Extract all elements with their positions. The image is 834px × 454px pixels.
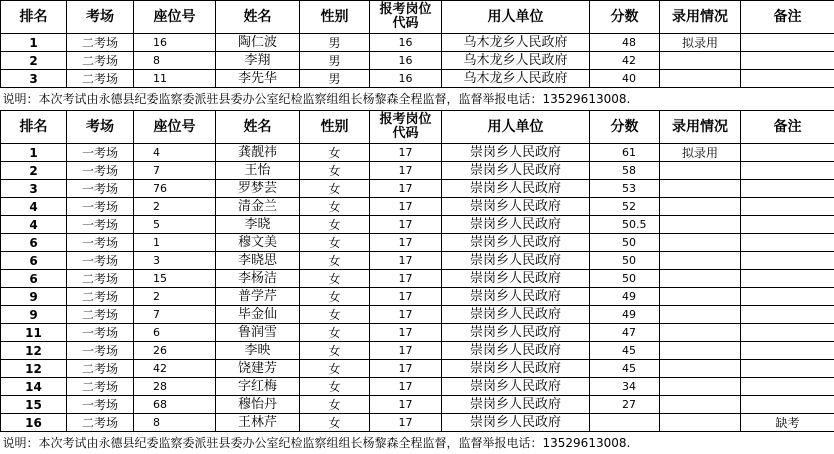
venue-cell: 二考场 (67, 414, 134, 432)
status-cell (660, 162, 741, 180)
unit-cell: 崇岗乡人民政府 (442, 414, 590, 432)
remark-cell (741, 234, 834, 252)
venue-cell: 二考场 (67, 378, 134, 396)
seat-cell: 76 (134, 180, 216, 198)
status-cell (660, 360, 741, 378)
unit-cell: 崇岗乡人民政府 (442, 396, 590, 414)
status-cell (660, 198, 741, 216)
score-cell: 49 (590, 288, 660, 306)
name-cell: 毕金仙 (216, 306, 300, 324)
score-cell: 40 (590, 70, 660, 88)
unit-cell: 崇岗乡人民政府 (442, 144, 590, 162)
venue-cell: 二考场 (67, 34, 134, 52)
gender-cell: 女 (300, 198, 370, 216)
score-cell: 58 (590, 162, 660, 180)
rank-cell: 6 (1, 270, 67, 288)
header-rank: 排名 (1, 111, 67, 144)
gender-cell: 女 (300, 180, 370, 198)
score-cell: 49 (590, 306, 660, 324)
name-cell: 李先华 (216, 70, 300, 88)
seat-cell: 2 (134, 288, 216, 306)
post-code-cell: 16 (370, 70, 442, 88)
name-cell: 饶建芳 (216, 360, 300, 378)
section1-note (1, 88, 834, 111)
score-cell: 27 (590, 396, 660, 414)
gender-cell: 女 (300, 234, 370, 252)
unit-cell: 崇岗乡人民政府 (442, 270, 590, 288)
gender-cell: 女 (300, 360, 370, 378)
rank-cell: 11 (1, 324, 67, 342)
venue-cell: 一考场 (67, 144, 134, 162)
header-score: 分数 (590, 1, 660, 34)
unit-cell: 崇岗乡人民政府 (442, 252, 590, 270)
remark-cell: 缺考 (741, 414, 834, 432)
venue-cell: 一考场 (67, 324, 134, 342)
header-name: 姓名 (216, 111, 300, 144)
remark-cell (741, 252, 834, 270)
header-status: 录用情况 (660, 1, 741, 34)
score-cell: 61 (590, 144, 660, 162)
rank-cell: 9 (1, 306, 67, 324)
seat-cell: 28 (134, 378, 216, 396)
status-cell (660, 342, 741, 360)
section2-note (1, 432, 834, 454)
unit-cell: 崇岗乡人民政府 (442, 360, 590, 378)
header-seat: 座位号 (134, 111, 216, 144)
table-row (1, 396, 834, 414)
table-row (1, 34, 834, 52)
table-row (1, 414, 834, 432)
header-gender: 性别 (300, 111, 370, 144)
rank-cell: 2 (1, 52, 67, 70)
table-row (1, 324, 834, 342)
unit-cell: 崇岗乡人民政府 (442, 306, 590, 324)
note-row (1, 88, 834, 111)
score-cell: 45 (590, 342, 660, 360)
venue-cell: 二考场 (67, 288, 134, 306)
header-venue: 考场 (67, 111, 134, 144)
post-code-cell: 17 (370, 306, 442, 324)
name-cell: 王怡 (216, 162, 300, 180)
table-row (1, 306, 834, 324)
header-post-code (370, 1, 442, 34)
score-cell: 53 (590, 180, 660, 198)
post-code-cell: 17 (370, 324, 442, 342)
table-row (1, 70, 834, 88)
table-row (1, 234, 834, 252)
post-code-cell: 17 (370, 180, 442, 198)
name-cell: 李翔 (216, 52, 300, 70)
status-cell: 拟录用 (660, 144, 741, 162)
rank-cell: 12 (1, 360, 67, 378)
header-seat: 座位号 (134, 1, 216, 34)
note-text: 说明：本次考试由永德县纪委监察委派驻县委办公室纪检监察组组长杨黎森全程监督，监督举报电话：13529613008. (1, 88, 834, 111)
score-cell: 45 (590, 360, 660, 378)
unit-cell: 乌木龙乡人民政府 (442, 70, 590, 88)
table-row (1, 180, 834, 198)
gender-cell: 女 (300, 306, 370, 324)
name-cell: 字红梅 (216, 378, 300, 396)
status-cell (660, 324, 741, 342)
score-cell: 34 (590, 378, 660, 396)
table-row (1, 252, 834, 270)
status-cell (660, 378, 741, 396)
section1-header (1, 1, 834, 34)
seat-cell: 8 (134, 52, 216, 70)
name-cell: 龚靓祎 (216, 144, 300, 162)
post-code-cell: 17 (370, 414, 442, 432)
rank-cell: 6 (1, 234, 67, 252)
header-post-line2: 代码 (370, 127, 441, 141)
gender-cell: 女 (300, 396, 370, 414)
remark-cell (741, 288, 834, 306)
venue-cell: 一考场 (67, 252, 134, 270)
venue-cell: 二考场 (67, 70, 134, 88)
unit-cell: 乌木龙乡人民政府 (442, 34, 590, 52)
header-post-code (370, 111, 442, 144)
rank-cell: 9 (1, 288, 67, 306)
status-cell (660, 252, 741, 270)
name-cell: 李映 (216, 342, 300, 360)
header-remark: 备注 (741, 1, 834, 34)
unit-cell: 崇岗乡人民政府 (442, 162, 590, 180)
header-unit: 用人单位 (442, 111, 590, 144)
status-cell: 拟录用 (660, 34, 741, 52)
seat-cell: 2 (134, 198, 216, 216)
remark-cell (741, 324, 834, 342)
venue-cell: 一考场 (67, 396, 134, 414)
gender-cell: 男 (300, 34, 370, 52)
rank-cell: 1 (1, 144, 67, 162)
name-cell: 李晓思 (216, 252, 300, 270)
score-cell: 50 (590, 252, 660, 270)
rank-cell: 1 (1, 34, 67, 52)
gender-cell: 女 (300, 342, 370, 360)
seat-cell: 7 (134, 162, 216, 180)
header-post-line2: 代码 (370, 17, 441, 31)
seat-cell: 5 (134, 216, 216, 234)
unit-cell: 崇岗乡人民政府 (442, 198, 590, 216)
score-cell: 50 (590, 270, 660, 288)
unit-cell: 崇岗乡人民政府 (442, 342, 590, 360)
post-code-cell: 17 (370, 252, 442, 270)
gender-cell: 女 (300, 144, 370, 162)
section2-body (1, 144, 834, 432)
seat-cell: 6 (134, 324, 216, 342)
rank-cell: 15 (1, 396, 67, 414)
seat-cell: 26 (134, 342, 216, 360)
post-code-cell: 17 (370, 360, 442, 378)
table-row (1, 378, 834, 396)
unit-cell: 崇岗乡人民政府 (442, 324, 590, 342)
table-row (1, 198, 834, 216)
gender-cell: 男 (300, 70, 370, 88)
remark-cell (741, 360, 834, 378)
post-code-cell: 16 (370, 34, 442, 52)
section1-body (1, 34, 834, 88)
status-cell (660, 288, 741, 306)
remark-cell (741, 162, 834, 180)
post-code-cell: 17 (370, 162, 442, 180)
score-cell: 48 (590, 34, 660, 52)
gender-cell: 男 (300, 52, 370, 70)
rank-cell: 14 (1, 378, 67, 396)
rank-cell: 3 (1, 180, 67, 198)
rank-cell: 12 (1, 342, 67, 360)
remark-cell (741, 144, 834, 162)
venue-cell: 二考场 (67, 306, 134, 324)
venue-cell: 二考场 (67, 270, 134, 288)
seat-cell: 7 (134, 306, 216, 324)
seat-cell: 15 (134, 270, 216, 288)
header-unit: 用人单位 (442, 1, 590, 34)
post-code-cell: 17 (370, 198, 442, 216)
seat-cell: 8 (134, 414, 216, 432)
gender-cell: 女 (300, 288, 370, 306)
venue-cell: 一考场 (67, 342, 134, 360)
header-name: 姓名 (216, 1, 300, 34)
name-cell: 罗梦芸 (216, 180, 300, 198)
gender-cell: 女 (300, 162, 370, 180)
table-row (1, 52, 834, 70)
status-cell (660, 270, 741, 288)
status-cell (660, 234, 741, 252)
score-cell: 50 (590, 234, 660, 252)
unit-cell: 崇岗乡人民政府 (442, 378, 590, 396)
remark-cell (741, 52, 834, 70)
seat-cell: 68 (134, 396, 216, 414)
seat-cell: 4 (134, 144, 216, 162)
name-cell: 穆文美 (216, 234, 300, 252)
section2-header (1, 111, 834, 144)
unit-cell: 崇岗乡人民政府 (442, 288, 590, 306)
rank-cell: 3 (1, 70, 67, 88)
venue-cell: 一考场 (67, 180, 134, 198)
header-row (1, 111, 834, 144)
header-post-line1: 报考岗位 (370, 113, 441, 127)
venue-cell: 一考场 (67, 198, 134, 216)
rank-cell: 2 (1, 162, 67, 180)
gender-cell: 女 (300, 414, 370, 432)
venue-cell: 一考场 (67, 234, 134, 252)
table-row (1, 288, 834, 306)
post-code-cell: 17 (370, 342, 442, 360)
status-cell (660, 52, 741, 70)
venue-cell: 一考场 (67, 162, 134, 180)
seat-cell: 11 (134, 70, 216, 88)
header-remark: 备注 (741, 111, 834, 144)
post-code-cell: 17 (370, 234, 442, 252)
post-code-cell: 17 (370, 288, 442, 306)
unit-cell: 崇岗乡人民政府 (442, 234, 590, 252)
header-row (1, 1, 834, 34)
rank-cell: 4 (1, 216, 67, 234)
post-code-cell: 17 (370, 270, 442, 288)
status-cell (660, 70, 741, 88)
table-row (1, 144, 834, 162)
score-cell (590, 414, 660, 432)
remark-cell (741, 270, 834, 288)
venue-cell: 二考场 (67, 360, 134, 378)
name-cell: 清金兰 (216, 198, 300, 216)
status-cell (660, 180, 741, 198)
name-cell: 李晓 (216, 216, 300, 234)
remark-cell (741, 198, 834, 216)
post-code-cell: 17 (370, 216, 442, 234)
note-text: 说明：本次考试由永德县纪委监察委派驻县委办公室纪检监察组组长杨黎森全程监督，监督举报电话：13529613008. (1, 432, 834, 454)
venue-cell: 二考场 (67, 52, 134, 70)
name-cell: 陶仁波 (216, 34, 300, 52)
name-cell: 鲁润雪 (216, 324, 300, 342)
gender-cell: 女 (300, 378, 370, 396)
venue-cell: 一考场 (67, 216, 134, 234)
note-row (1, 432, 834, 454)
name-cell: 普学芹 (216, 288, 300, 306)
status-cell (660, 396, 741, 414)
unit-cell: 乌木龙乡人民政府 (442, 52, 590, 70)
post-code-cell: 16 (370, 52, 442, 70)
header-rank: 排名 (1, 1, 67, 34)
remark-cell (741, 396, 834, 414)
remark-cell (741, 180, 834, 198)
score-cell: 50.5 (590, 216, 660, 234)
name-cell: 王林芹 (216, 414, 300, 432)
rank-cell: 4 (1, 198, 67, 216)
score-cell: 42 (590, 52, 660, 70)
header-venue: 考场 (67, 1, 134, 34)
status-cell (660, 306, 741, 324)
remark-cell (741, 306, 834, 324)
gender-cell: 女 (300, 324, 370, 342)
gender-cell: 女 (300, 216, 370, 234)
header-post-line1: 报考岗位 (370, 3, 441, 17)
score-cell: 47 (590, 324, 660, 342)
rank-cell: 16 (1, 414, 67, 432)
seat-cell: 3 (134, 252, 216, 270)
remark-cell (741, 216, 834, 234)
seat-cell: 42 (134, 360, 216, 378)
status-cell (660, 216, 741, 234)
unit-cell: 崇岗乡人民政府 (442, 216, 590, 234)
header-gender: 性别 (300, 1, 370, 34)
remark-cell (741, 34, 834, 52)
gender-cell: 女 (300, 252, 370, 270)
post-code-cell: 17 (370, 144, 442, 162)
table-row (1, 216, 834, 234)
table-row (1, 342, 834, 360)
header-score: 分数 (590, 111, 660, 144)
name-cell: 李杨洁 (216, 270, 300, 288)
seat-cell: 16 (134, 34, 216, 52)
post-code-cell: 17 (370, 396, 442, 414)
table-row (1, 360, 834, 378)
score-cell: 52 (590, 198, 660, 216)
unit-cell: 崇岗乡人民政府 (442, 180, 590, 198)
header-status: 录用情况 (660, 111, 741, 144)
status-cell (660, 414, 741, 432)
remark-cell (741, 70, 834, 88)
table-row (1, 162, 834, 180)
name-cell: 穆怡丹 (216, 396, 300, 414)
table-row (1, 270, 834, 288)
rank-cell: 6 (1, 252, 67, 270)
remark-cell (741, 378, 834, 396)
remark-cell (741, 342, 834, 360)
seat-cell: 1 (134, 234, 216, 252)
post-code-cell: 17 (370, 378, 442, 396)
gender-cell: 女 (300, 270, 370, 288)
